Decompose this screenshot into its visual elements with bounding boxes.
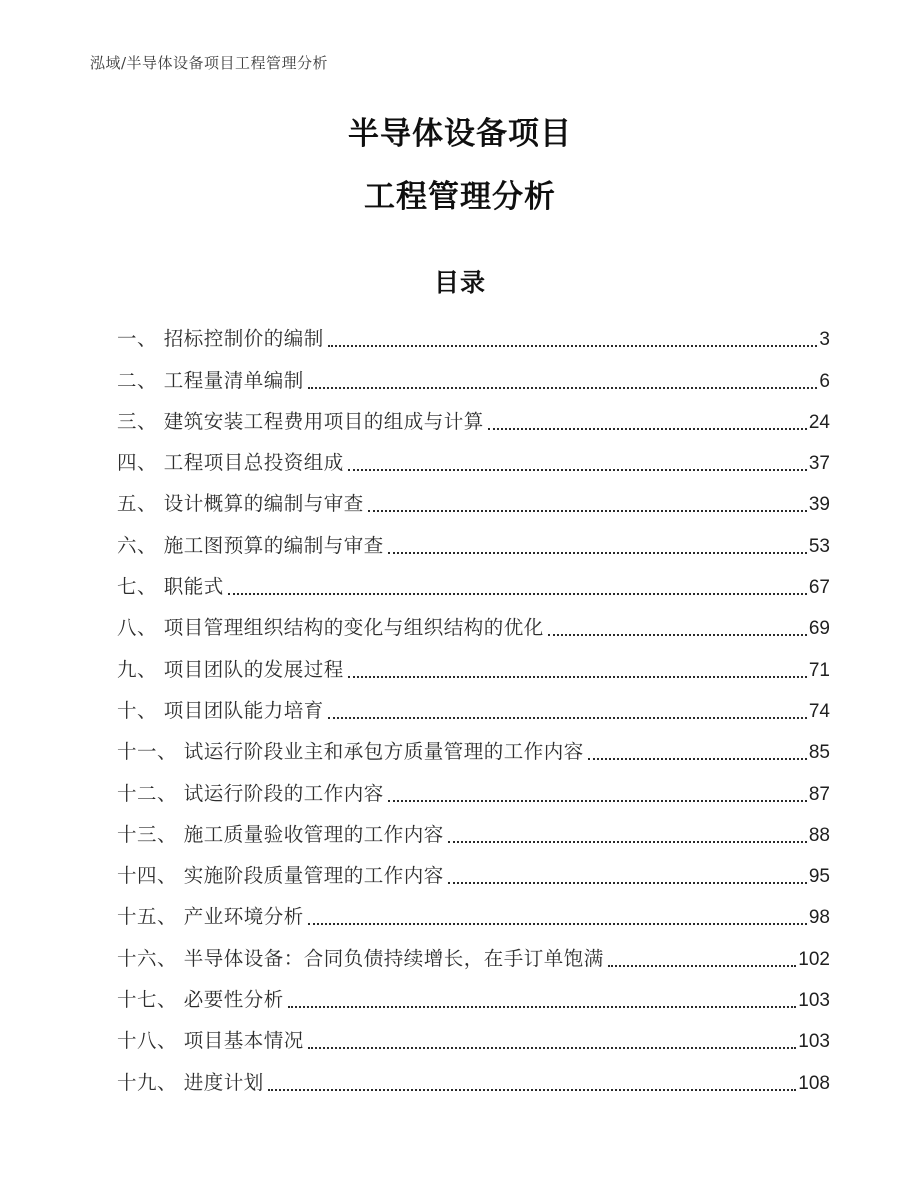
- toc-entry[interactable]: [117, 570, 830, 611]
- toc-entry-label: 六、 施工图预算的编制与审查: [117, 533, 384, 557]
- toc-entry[interactable]: [117, 363, 830, 404]
- toc-entry[interactable]: [117, 818, 830, 859]
- toc-entry-page: 102: [798, 948, 830, 970]
- toc-entry-page: 37: [808, 453, 830, 475]
- toc-entry-page: 24: [808, 411, 830, 433]
- toc-dot-leader: [548, 634, 807, 636]
- toc-entry-page: 71: [808, 659, 830, 681]
- toc-entry[interactable]: [117, 611, 830, 652]
- toc-entry[interactable]: [117, 900, 830, 941]
- toc-entry-label: 十四、 实施阶段质量管理的工作内容: [117, 864, 444, 888]
- document-header: 泓域/半导体设备项目工程管理分析: [90, 54, 329, 72]
- toc-heading: 目录: [433, 269, 486, 297]
- toc-entry[interactable]: [117, 322, 830, 363]
- toc-entry[interactable]: [117, 941, 830, 982]
- toc-dot-leader: [268, 1089, 797, 1091]
- toc-entry[interactable]: [117, 405, 830, 446]
- toc-entry[interactable]: [117, 776, 830, 817]
- toc-entry-page: 95: [808, 866, 830, 888]
- toc-entry-label: 十五、 产业环境分析: [117, 905, 304, 929]
- toc-dot-leader: [448, 841, 807, 843]
- toc-dot-leader: [328, 717, 807, 719]
- toc-entry-page: 3: [819, 329, 830, 351]
- toc-entry[interactable]: [117, 652, 830, 693]
- toc-dot-leader: [588, 758, 807, 760]
- toc-dot-leader: [448, 882, 807, 884]
- toc-dot-leader: [308, 1047, 797, 1049]
- document-title-line2: 工程管理分析: [364, 179, 556, 214]
- toc-entry-label: 十一、 试运行阶段业主和承包方质量管理的工作内容: [117, 740, 584, 764]
- toc-entry[interactable]: [117, 983, 830, 1024]
- toc-dot-leader: [608, 965, 797, 967]
- toc-entry-page: 85: [808, 742, 830, 764]
- toc-entry-label: 八、 项目管理组织结构的变化与组织结构的优化: [117, 616, 544, 640]
- toc-entry-page: 87: [808, 783, 830, 805]
- toc-entry-page: 98: [808, 907, 830, 929]
- table-of-contents: [117, 322, 830, 1107]
- toc-entry-page: 39: [808, 494, 830, 516]
- toc-entry-label: 二、 工程量清单编制: [117, 368, 304, 392]
- toc-entry[interactable]: [117, 859, 830, 900]
- toc-entry-page: 88: [808, 824, 830, 846]
- toc-dot-leader: [308, 387, 818, 389]
- toc-entry-label: 十、 项目团队能力培育: [117, 698, 324, 722]
- toc-entry-label: 十三、 施工质量验收管理的工作内容: [117, 822, 444, 846]
- toc-entry-label: 三、 建筑安装工程费用项目的组成与计算: [117, 409, 484, 433]
- toc-entry[interactable]: [117, 528, 830, 569]
- toc-entry-page: 108: [798, 1072, 830, 1094]
- toc-entry-label: 十八、 项目基本情况: [117, 1029, 304, 1053]
- toc-entry-page: 103: [798, 990, 830, 1012]
- document-title-line1: 半导体设备项目: [348, 116, 572, 151]
- toc-entry-page: 103: [798, 1031, 830, 1053]
- toc-entry-label: 四、 工程项目总投资组成: [117, 451, 344, 475]
- toc-dot-leader: [228, 593, 807, 595]
- toc-entry[interactable]: [117, 735, 830, 776]
- toc-dot-leader: [328, 345, 818, 347]
- toc-entry-label: 十二、 试运行阶段的工作内容: [117, 781, 384, 805]
- toc-entry-label: 一、 招标控制价的编制: [117, 327, 324, 351]
- toc-entry-label: 五、 设计概算的编制与审查: [117, 492, 364, 516]
- toc-entry-page: 74: [808, 700, 830, 722]
- toc-entry[interactable]: [117, 694, 830, 735]
- toc-dot-leader: [288, 1006, 797, 1008]
- toc-entry-label: 十六、 半导体设备：合同负债持续增长，在手订单饱满: [117, 946, 604, 970]
- toc-dot-leader: [308, 923, 807, 925]
- toc-entry-page: 6: [819, 370, 830, 392]
- toc-entry[interactable]: [117, 446, 830, 487]
- toc-dot-leader: [388, 552, 807, 554]
- toc-dot-leader: [368, 510, 807, 512]
- toc-entry[interactable]: [117, 1024, 830, 1065]
- toc-entry[interactable]: [117, 487, 830, 528]
- toc-entry-label: 十九、 进度计划: [117, 1070, 264, 1094]
- toc-dot-leader: [388, 800, 807, 802]
- toc-dot-leader: [488, 428, 807, 430]
- toc-entry-page: 53: [808, 535, 830, 557]
- toc-dot-leader: [348, 676, 807, 678]
- toc-entry-label: 七、 职能式: [117, 575, 224, 599]
- toc-entry-label: 九、 项目团队的发展过程: [117, 657, 344, 681]
- toc-dot-leader: [348, 469, 807, 471]
- toc-entry-page: 67: [808, 577, 830, 599]
- toc-entry[interactable]: [117, 1065, 830, 1106]
- toc-entry-label: 十七、 必要性分析: [117, 988, 284, 1012]
- toc-entry-page: 69: [808, 618, 830, 640]
